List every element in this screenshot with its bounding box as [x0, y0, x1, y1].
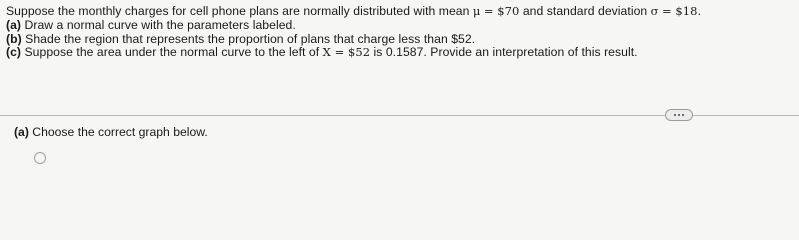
- part-c-text-1: Suppose the area under the normal curve to the left of: [24, 45, 320, 60]
- part-a-line: [6, 19, 796, 33]
- part-b-text: Shade the region that represents the proportion of plans that charge less than $52.: [25, 31, 476, 46]
- part-c-expression: X = $52: [322, 45, 371, 60]
- question-prompt: [14, 125, 208, 139]
- answer-option-radio[interactable]: [34, 152, 46, 164]
- sigma-symbol: σ: [650, 4, 659, 18]
- part-b-line: [6, 33, 796, 47]
- part-c-text-2: is 0.1587. Provide an interpretation of this result.: [373, 45, 638, 60]
- sd-text: and standard deviation: [522, 4, 648, 18]
- problem-statement: [6, 5, 796, 60]
- part-b-label: (b): [6, 31, 22, 46]
- part-c-label: (c): [6, 45, 22, 60]
- ellipsis-dot: [682, 114, 684, 116]
- part-c-line: [6, 46, 796, 60]
- expand-more-button[interactable]: [665, 109, 693, 121]
- sd-value: = $18.: [662, 4, 702, 18]
- part-a-label: (a): [6, 17, 22, 32]
- ellipsis-dot: [678, 114, 680, 116]
- part-a-text: Draw a normal curve with the parameters labeled.: [24, 17, 296, 32]
- ellipsis-icon: [674, 114, 676, 116]
- mu-symbol: μ: [472, 4, 481, 18]
- question-label: (a): [14, 125, 29, 139]
- question-text: Choose the correct graph below.: [32, 125, 208, 139]
- problem-intro-line: [6, 5, 796, 19]
- problem-intro: Suppose the monthly charges for cell phone plans are normally distributed with mean: [6, 4, 470, 18]
- mean-value: = $70: [483, 4, 520, 18]
